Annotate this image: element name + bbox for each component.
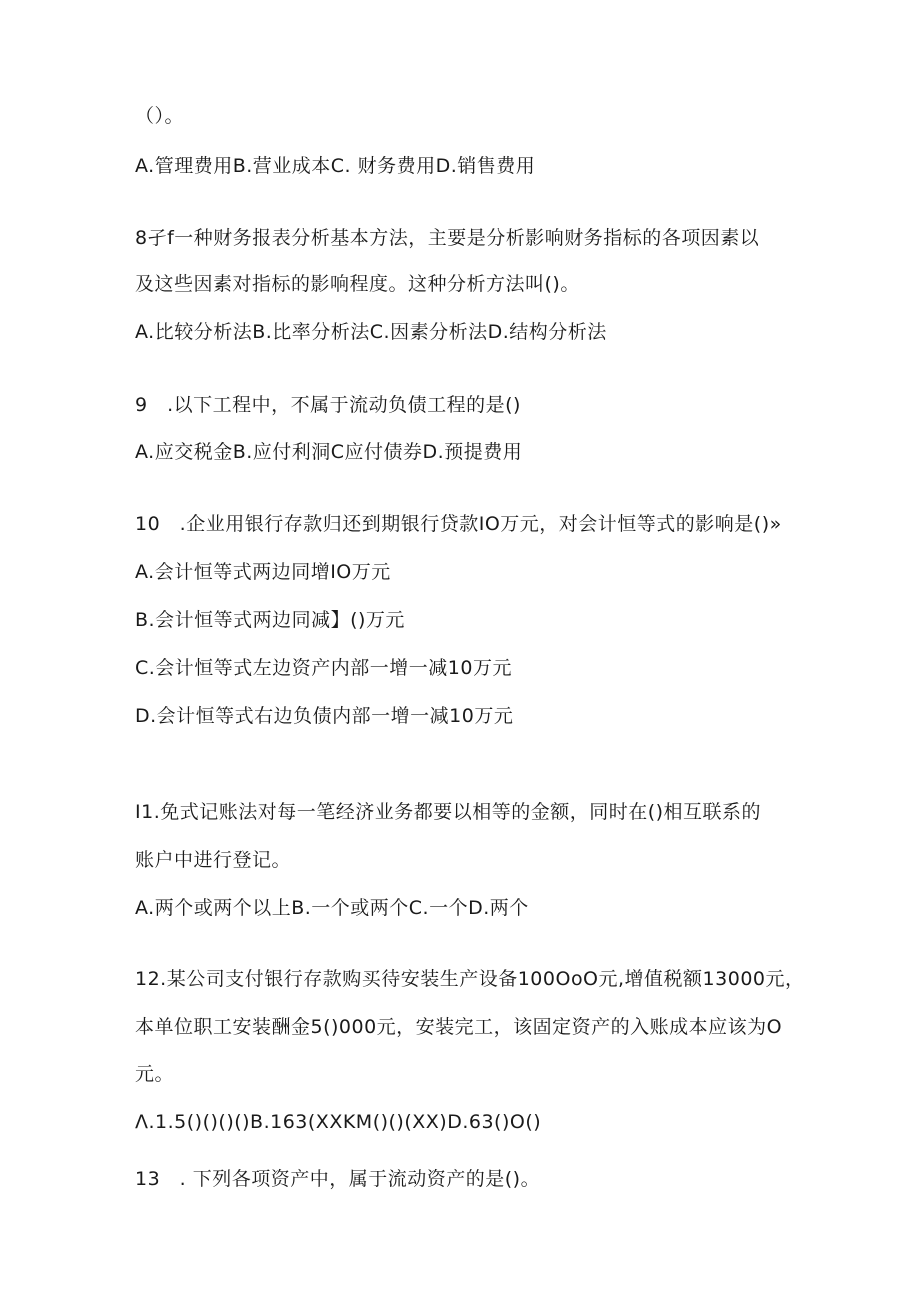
question-9-options: A.应交税金B.应付利洞C应付债券D.预提费用 xyxy=(135,441,523,463)
question-8-options: A.比较分析法B.比率分析法C.因素分析法D.结构分析法 xyxy=(135,321,607,343)
question-10-option-a: A.会计恒等式两边同增IO万元 xyxy=(135,561,391,583)
question-8-stem-line-2: 及这些因素对指标的影响程度。这种分析方法叫()。 xyxy=(135,273,580,295)
question-12-stem-line-1: 12.某公司支付银行存款购买待安装生产设备100OoO元,增值税额13000元， xyxy=(135,968,805,990)
question-7-stem-end: （）。 xyxy=(135,105,185,127)
question-8-stem-line-1: 8孑f一种财务报表分析基本方法，主要是分析影响财务指标的各项因素以 xyxy=(135,227,760,249)
question-11-stem-line-1: I1.免式记账法对每一笔经济业务都要以相等的金额，同时在()相互联系的 xyxy=(135,801,762,823)
question-12-stem-line-3: 元。 xyxy=(135,1063,175,1085)
question-10-stem: 10 .企业用银行存款归还到期银行贷款IO万元，对会计恒等式的影响是()» xyxy=(135,513,782,535)
question-7-options: A.管理费用B.营业成本C. 财务费用D.销售费用 xyxy=(135,155,536,177)
question-10-option-c: C.会计恒等式左边资产内部一增一减10万元 xyxy=(135,657,512,679)
question-10-option-b: B.会计恒等式两边同减】()万元 xyxy=(135,609,405,631)
question-11-stem-line-2: 账户中进行登记。 xyxy=(135,849,292,871)
question-11-options: A.两个或两个以上B.一个或两个C.一个D.两个 xyxy=(135,897,529,919)
question-12-stem-line-2: 本单位职工安装酬金5()000元，安装完工，该固定资产的入账成本应该为O xyxy=(135,1016,783,1038)
question-10-option-d: D.会计恒等式右边负债内部一增一减10万元 xyxy=(135,705,514,727)
question-12-options: Λ.1.5()()()()B.163(XXKM()()(XX)D.63()O() xyxy=(135,1111,542,1133)
question-13-stem: 13 . 下列各项资产中，属于流动资产的是()。 xyxy=(135,1168,541,1190)
question-9-stem: 9 .以下工程中，不属于流动负债工程的是() xyxy=(135,394,521,416)
